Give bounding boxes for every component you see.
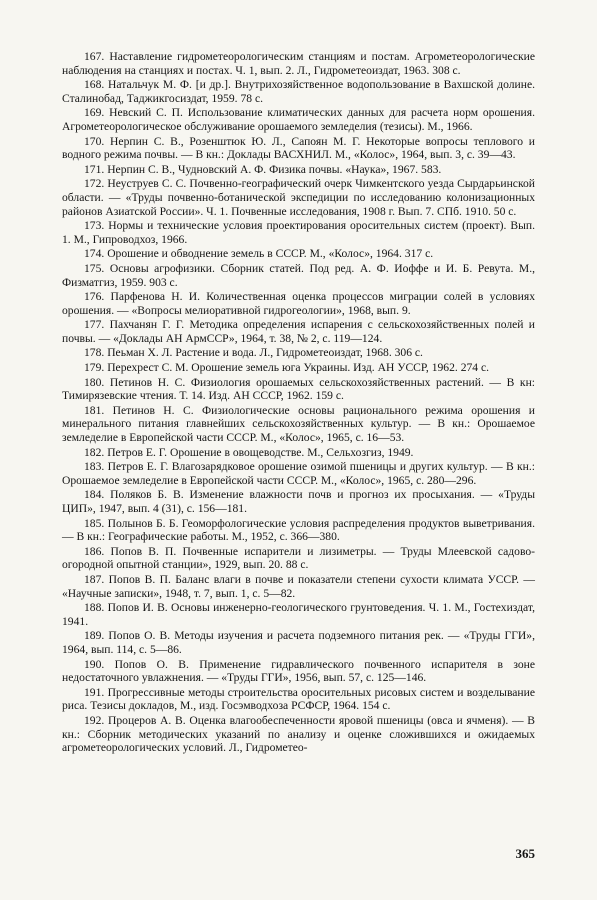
reference-entry: 189. Попов О. В. Методы изучения и расчета подземного питания рек. — «Труды ГГИ», 1964, вып. 114, с. 5—86.	[62, 629, 535, 656]
reference-entry: 181. Петинов Н. С. Физиологические основы рационального режима орошения и минерального питания главнейших сельскохозяйственных культур. — В кн.: Орошаемое земледелие в Европейской части СССР. М., «Колос», 1965, с. 16—53.	[62, 403, 535, 445]
reference-entry: 178. Пеьман Х. Л. Растение и вода. Л., Гидрометеоиздат, 1968. 306 с.	[84, 346, 423, 360]
reference-entry: 176. Парфенова Н. И. Количественная оценка процессов миграции солей в условиях орошения. — «Вопросы мелиоративной гидрогеологии», 1968, вып. 9.	[62, 290, 535, 317]
reference-entry: 192. Процеров А. В. Оценка влагообеспеченности яровой пшеницы (овса и ячменя). — В кн.: Сборник методических указаний по анализу и оценке сложившихся и ожидаемых агрометеорологических условий. Л., Гидрометео-	[62, 713, 535, 755]
reference-entry: 188. Попов И. В. Основы инженерно-геологического грунтоведения. Ч. 1. М., Гостехиздат, 1941.	[62, 601, 535, 628]
reference-entry: 174. Орошение и обводнение земель в СССР. М., «Колос», 1964. 317 с.	[84, 247, 434, 261]
reference-entry: 186. Попов В. П. Почвенные испарители и лизиметры. — Труды Млеевской садово-огородной опытной станции», 1929, вып. 20. 88 с.	[62, 544, 535, 572]
reference-entry: 173. Нормы и технические условия проектирования оросительных систем (проект). Вып. 1. М., Гипроводхоз, 1966.	[62, 219, 535, 246]
reference-entry: 170. Нерпин С. В., Розенштюк Ю. Л., Сапоян М. Г. Некоторые вопросы теплового и водного режима почвы. — В кн.: Доклады ВАСХНИЛ. М., «Колос», 1964, вып. 3, с. 39—43.	[62, 134, 535, 162]
page-number: 365	[515, 846, 535, 861]
reference-entry: 171. Нерпин С. В., Чудновский А. Ф. Физика почвы. «Наука», 1967. 583.	[84, 162, 442, 176]
reference-entry: 183. Петров Е. Г. Влагозарядковое орошение озимой пшеницы и других культур. — В кн.: Орошаемое земледелие в Европейской части СССР. М., «Колос», 1965, с. 280—296.	[62, 460, 535, 487]
reference-entry: 180. Петинов Н. С. Физиология орошаемых сельскохозяйственных растений. — В кн: Тимирязевские чтения. Т. 14. Изд. АН СССР, 1962. 159 с.	[62, 375, 535, 403]
reference-entry: 184. Поляков Б. В. Изменение влажности почв и прогноз их просыхания. — «Труды ЦИП», 1947, вып. 4 (31), с. 156—181.	[62, 488, 535, 515]
reference-entry: 190. Попов О. В. Применение гидравлического почвенного испарителя в зоне недостаточного увлажнения. — «Труды ГГИ», 1956, вып. 57, с. 125—146.	[62, 657, 535, 685]
reference-entry: 191. Прогрессивные методы строительства оросительных рисовых систем и возделывание риса. Тезисы докладов, М., изд. Госэмводхоза РСФСР, 1964. 154 с.	[62, 685, 535, 713]
reference-entry: 187. Попов В. П. Баланс влаги в почве и показатели степени сухости климата УССР. — «Научные записки», 1948, т. 7, вып. 1, с. 5—82.	[62, 572, 535, 600]
reference-entry: 185. Полынов Б. Б. Геоморфологические условия распределения продуктов выветривания. — В кн.: Географические работы. М., 1952, с. 366—380.	[62, 516, 535, 544]
reference-entry: 179. Перехрест С. М. Орошение земель юга Украины. Изд. АН УССР, 1962. 274 с.	[84, 361, 490, 375]
reference-list	[62, 50, 535, 755]
reference-entry: 182. Петров Е. Г. Орошение в овощеводстве. М., Сельхозгиз, 1949.	[84, 445, 414, 459]
reference-entry: 169. Невский С. П. Использование климатических данных для расчета норм орошения. Агрометеорологическое обслуживание орошаемого земледелия (тезисы). М., 1966.	[62, 106, 535, 133]
reference-entry: 172. Неуструев С. С. Почвенно-географический очерк Чимкентского уезда Сырдарьинской области. — «Труды почвенно-ботанической экспедиции по исследованию колонизационных районов Азиатской России». Ч. 1. Почвенные исследования, 1908 г. Вып. 7. СПб. 1910. 50 с.	[62, 177, 535, 218]
reference-entry: 177. Пахчанян Г. Г. Методика определения испарения с сельскохозяйственных полей и почвы. — «Доклады АН АрмССР», 1964, т. 38, № 2, с. 119—124.	[62, 318, 535, 345]
reference-entry: 168. Натальчук М. Ф. [и др.]. Внутрихозяйственное водопользование в Вахшской долине. Сталинобад, Таджикгосиздат, 1959. 78 с.	[62, 78, 535, 105]
reference-entry: 167. Наставление гидрометеорологическим станциям и постам. Агрометеорологические наблюдения на станциях и постах. Ч. 1, вып. 2. Л., Гидрометеоиздат, 1963. 308 с.	[62, 50, 535, 77]
reference-entry: 175. Основы агрофизики. Сборник статей. Под ред. А. Ф. Иоффе и И. Б. Ревута. М., Физматгиз, 1959. 903 с.	[62, 261, 535, 289]
